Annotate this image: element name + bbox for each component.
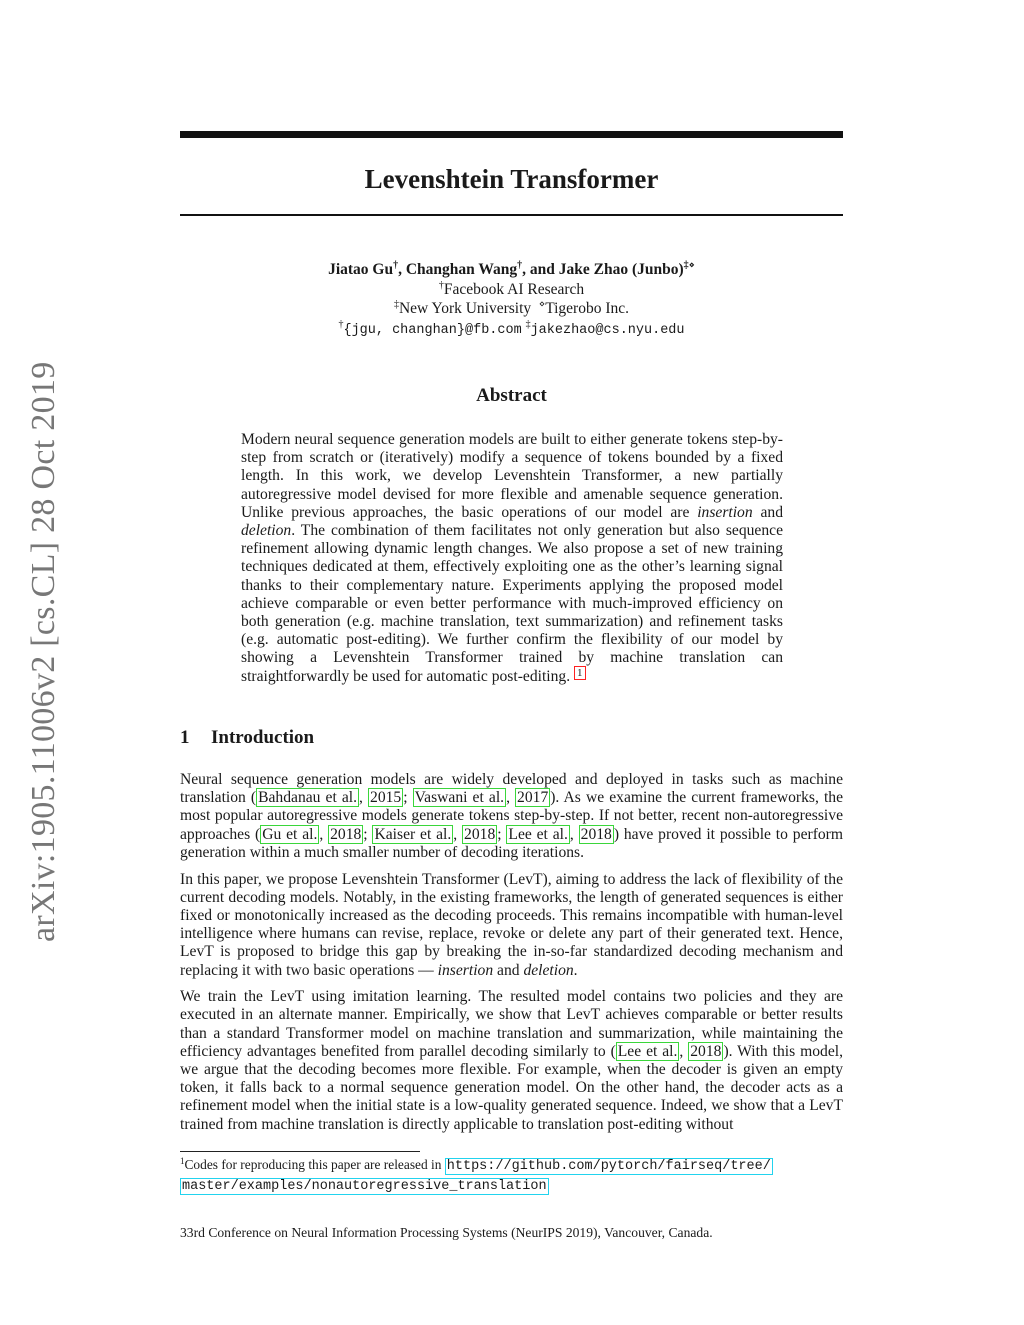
author-emails: †{jgu, changhan}@fb.com ‡jakezhao@cs.nyu.edu: [338, 318, 685, 338]
section-heading-introduction: 1 Introduction: [180, 727, 315, 748]
citation-link[interactable]: Gu et al.: [262, 825, 318, 843]
author-names: Jiatao Gu†, Changhan Wang†, and Jake Zhao (Junbo)‡⋄: [328, 260, 695, 278]
intro-paragraph-1: Neural sequence generation models are widely developed and deployed in tasks such as machine translation ( Bahdanau et al. , 2015 ; Vaswani et al. , 2017 ). As we examine the current frameworks, the most popular autoregressive models generate tokens step-by-step. If not better, recent non-autoregressive approaches ( Gu et al. , 2018 ; Kaiser et al. , 2018 ; Lee et al. , 2018 ) have proved it possible to perform generation within a much smaller number of decoding iterations.: [180, 771, 844, 861]
citation-link[interactable]: 2018: [464, 825, 496, 843]
citation-link[interactable]: 2017: [517, 789, 549, 807]
arxiv-identifier: arXiv:1905.11006v2 [cs.CL] 28 Oct 2019: [25, 361, 62, 942]
citation-link[interactable]: Lee et al.: [617, 1042, 678, 1060]
venue-footer: 33rd Conference on Neural Information Processing Systems (NeurIPS 2019), Vancouver, Canada.: [180, 1225, 713, 1240]
citation-link[interactable]: 2015: [370, 789, 402, 807]
footnote-link[interactable]: 1: [574, 666, 586, 680]
footnote: $^1$Codes for reproducing this paper are released in https://github.com/pytorch/fairseq/tree/ master/examples/nonautoregressive_translation: [180, 1156, 771, 1194]
title-bottom-rule: [180, 214, 843, 216]
footnote-rule: [180, 1151, 420, 1152]
code-url-link[interactable]: https://github.com/pytorch/fairseq/tree/: [446, 1159, 771, 1174]
author-block: [180, 260, 843, 340]
intro-paragraph-2: In this paper, we propose Levenshtein Transformer (LevT), aiming to address the lack of flexibility of the current decoding models. Notably, in the existing frameworks, the length of generated sequences is either fixed or monotonically increased as the decoding proceeds. This remains incompatible with human-level intelligence where humans can revise, replace, revoke or delete any part of their generated text. Hence, LevT is proposed to bridge this gap by breaking the in-so-far standardized decoding mechanism and replacing it with two basic operations — insertion and deletion.: [180, 870, 843, 979]
abstract-text: Modern neural sequence generation models are built to either generate tokens step-by-step from scratch or (iteratively) modify a sequence of tokens bounded by a fixed length. In this work, we develop Levenshtein Transformer, a new partially autoregressive model devised for more flexible and amenable sequence generation. Unlike previous approaches, the basic operations of our model are insertion and deletion. The combination of them facilitates not only generation but also sequence refinement allowing dynamic length changes. We also propose a set of new training techniques dedicated at them, effectively exploiting one as the other’s learning signal thanks to their complementary nature. Experiments applying the proposed model achieve comparable or even better performance with much-improved efficiency on both generation (e.g. machine translation, text summarization) and refinement tasks (e.g. automatic post-editing). We further confirm the flexibility of our model by showing a Levenshtein Transformer trained by machine translation can straightforwardly be used for automatic post-editing. $^1$: [241, 431, 783, 685]
paper-title: Levenshtein Transformer: [364, 164, 659, 194]
citation-link[interactable]: Kaiser et al.: [374, 825, 452, 843]
affiliation-fair: †Facebook AI Research: [438, 279, 585, 298]
citation-link[interactable]: 2018: [690, 1042, 722, 1060]
code-url-link-continued[interactable]: master/examples/nonautoregressive_translation: [182, 1178, 547, 1194]
citation-link[interactable]: Lee et al.: [508, 825, 568, 843]
intro-paragraph-3: We train the LevT using imitation learning. The resulted model contains two policies and they are executed in an alternate manner. Empirically, we show that LevT achieves comparable or better results than a standard Transformer model on machine translation and summarization, while maintaining the efficiency advantages benefited from parallel decoding similarly to ( Lee et al. , 2018 ). With this model, we argue that the decoding becomes more flexible. For example, when the decoder is given an empty token, it falls back to a normal sequence generation model. On the other hand, the decoder acts as a refinement model when the initial state is a low-quality generated sequence. Indeed, we show that a LevT trained from machine translation is directly applicable to translation post-editing without: [180, 988, 844, 1133]
citation-link[interactable]: Vaswani et al.: [414, 789, 505, 807]
abstract-heading: Abstract: [476, 385, 547, 406]
title-top-rule: [180, 131, 843, 138]
citation-link[interactable]: 2018: [330, 825, 362, 843]
citation-link[interactable]: 2018: [580, 825, 612, 843]
affiliation-nyu-tigerobo: ‡New York University ⋄Tigerobo Inc.: [393, 299, 629, 317]
citation-link[interactable]: Bahdanau et al.: [258, 789, 358, 807]
introduction-body: [180, 771, 843, 1142]
